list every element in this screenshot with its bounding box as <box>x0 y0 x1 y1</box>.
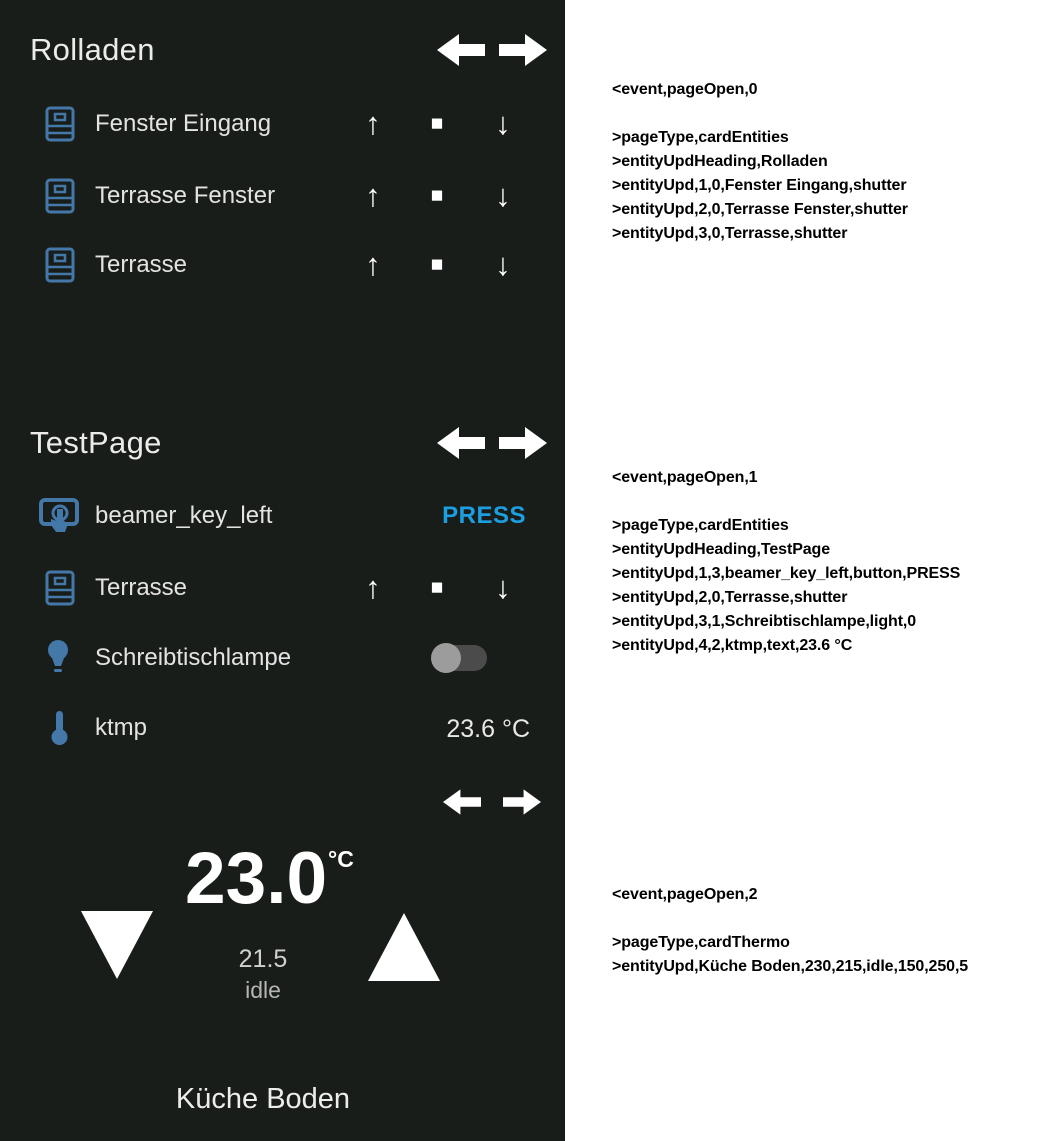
entity-label: Terrasse Fenster <box>95 182 276 209</box>
shutter-down-button[interactable]: ↓ <box>495 247 511 282</box>
entity-label: Terrasse <box>95 574 188 601</box>
shutter-icon <box>42 176 78 216</box>
shutter-icon <box>42 245 78 285</box>
log-line: >pageType,cardEntities <box>612 517 789 534</box>
log-line: <event,pageOpen,1 <box>612 469 758 486</box>
shutter-up-button[interactable]: ↑ <box>365 178 381 213</box>
log-line: >entityUpd,2,0,Terrasse Fenster,shutter <box>612 201 908 218</box>
log-line <box>612 102 1042 126</box>
log-line <box>612 490 1042 514</box>
nav-left-arrow-icon[interactable] <box>437 34 485 66</box>
entity-label: Schreibtischlampe <box>95 644 292 671</box>
entity-label: beamer_key_left <box>95 502 273 529</box>
light-toggle-switch[interactable] <box>433 645 487 671</box>
shutter-stop-button[interactable]: ■ <box>430 576 444 599</box>
log-line: >entityUpd,4,2,ktmp,text,23.6 °C <box>612 637 853 654</box>
shutter-icon <box>42 568 78 608</box>
log-line: >entityUpd,1,0,Fenster Eingang,shutter <box>612 177 907 194</box>
shutter-stop-button[interactable]: ■ <box>430 253 444 276</box>
nav-right-arrow-icon[interactable] <box>499 427 547 459</box>
toggle-knob <box>431 643 461 673</box>
shutter-down-button[interactable]: ↓ <box>495 570 511 605</box>
shutter-down-button[interactable]: ↓ <box>495 106 511 141</box>
nav-left-arrow-icon[interactable] <box>443 787 481 817</box>
log-line <box>612 907 1042 931</box>
card-title-testpage: TestPage <box>30 425 162 460</box>
log-block-page0 <box>612 78 1042 246</box>
log-line: >entityUpdHeading,TestPage <box>612 541 831 558</box>
shutter-icon <box>42 104 78 144</box>
press-button[interactable]: PRESS <box>442 502 526 529</box>
sensor-value: 23.6 °C <box>446 715 530 743</box>
nav-right-arrow-icon[interactable] <box>503 787 541 817</box>
card-title-rolladen: Rolladen <box>30 32 155 67</box>
nav-left-arrow-icon[interactable] <box>437 427 485 459</box>
log-line: >entityUpd,2,0,Terrasse,shutter <box>612 589 848 606</box>
entity-label: Fenster Eingang <box>95 110 272 137</box>
log-line: >pageType,cardThermo <box>612 934 790 951</box>
log-line: >entityUpdHeading,Rolladen <box>612 153 828 170</box>
log-line: >entityUpd,3,1,Schreibtischlampe,light,0 <box>612 613 917 630</box>
thermostat-name: Küche Boden <box>175 1083 351 1115</box>
log-line: >entityUpd,Küche Boden,230,215,idle,150,250,5 <box>612 958 969 975</box>
temp-increase-button[interactable] <box>368 913 440 981</box>
nav-right-arrow-icon[interactable] <box>499 34 547 66</box>
shutter-up-button[interactable]: ↑ <box>365 247 381 282</box>
log-block-page1 <box>612 466 1042 658</box>
lightbulb-icon <box>44 638 72 678</box>
temperature-unit: °C <box>328 846 354 872</box>
gesture-tap-button-icon <box>36 496 82 536</box>
target-temperature: 21.5 <box>238 945 288 973</box>
entity-label: Terrasse <box>95 251 188 278</box>
temp-decrease-button[interactable] <box>81 911 153 979</box>
shutter-stop-button[interactable]: ■ <box>430 112 444 135</box>
current-temperature: 23.0 <box>185 838 328 919</box>
log-line: >entityUpd,3,0,Terrasse,shutter <box>612 225 848 242</box>
thermostat-state: idle <box>245 977 281 1003</box>
log-block-page2 <box>612 883 1042 979</box>
log-line: <event,pageOpen,2 <box>612 886 758 903</box>
log-line: >entityUpd,1,3,beamer_key_left,button,PRESS <box>612 565 961 582</box>
thermometer-icon <box>48 708 70 748</box>
shutter-stop-button[interactable]: ■ <box>430 184 444 207</box>
log-line: >pageType,cardEntities <box>612 129 789 146</box>
shutter-down-button[interactable]: ↓ <box>495 178 511 213</box>
shutter-up-button[interactable]: ↑ <box>365 106 381 141</box>
entity-label: ktmp <box>95 714 148 741</box>
shutter-up-button[interactable]: ↑ <box>365 570 381 605</box>
log-line: <event,pageOpen,0 <box>612 81 758 98</box>
